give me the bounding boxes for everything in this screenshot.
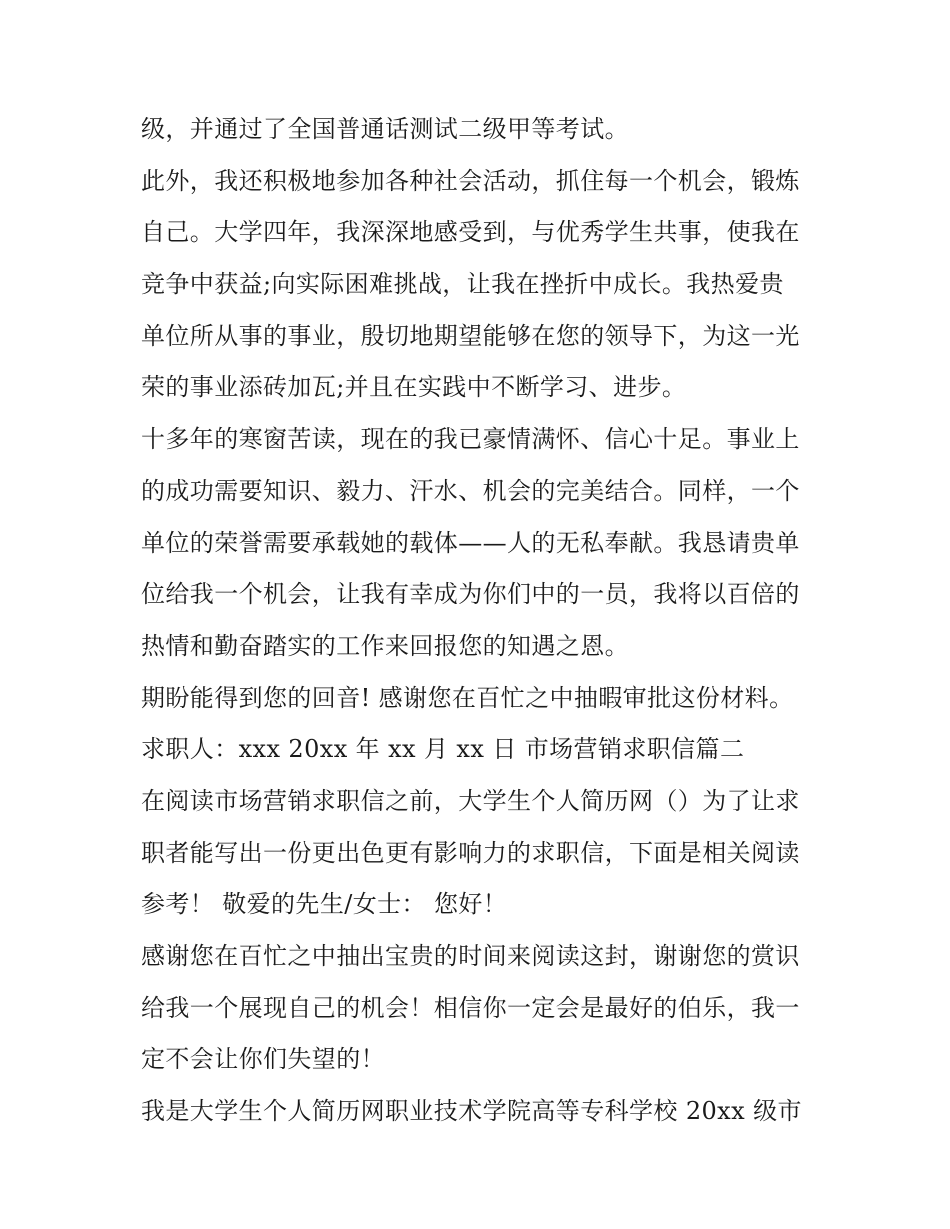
text-line: 单位的荣誉需要承载她的载体——人的无私奉献。我恳请贵单 xyxy=(141,528,800,557)
text-line: 的成功需要知识、毅力、汗水、机会的完美结合。同样，一个 xyxy=(141,476,800,505)
text-line: 十多年的寒窗苦读，现在的我已豪情满怀、信心十足。事业上 xyxy=(141,425,800,454)
text-line: 级，并通过了全国普通话测试二级甲等考试。 xyxy=(141,115,629,143)
text-line: 感谢您在百忙之中抽出宝贵的时间来阅读这封，谢谢您的赏识 xyxy=(141,942,800,970)
text-line: 单位所从事的事业，殷切地期望能够在您的领导下，为这一光 xyxy=(141,321,800,350)
text-line: 位给我一个机会，让我有幸成为你们中的一员，我将以百倍的 xyxy=(141,580,800,609)
text-line: 期盼能得到您的回音! 感谢您在百忙之中抽暇审批这份材料。 xyxy=(141,683,794,712)
text-line: 参考！ 敬爱的先生/女士： 您好！ xyxy=(141,890,508,919)
text-line: 此外，我还积极地参加各种社会活动，抓住每一个机会，锻炼 xyxy=(141,166,800,195)
text-line: 职者能写出一份更出色更有影响力的求职信，下面是相关阅读 xyxy=(141,838,800,867)
text-line: 给我一个展现自己的机会！相信你一定会是最好的伯乐，我一 xyxy=(141,993,800,1022)
text-line: 热情和勤奋踏实的工作来回报您的知遇之恩。 xyxy=(141,631,629,660)
text-line: 自己。大学四年，我深深地感受到，与优秀学生共事，使我在 xyxy=(141,218,800,247)
document-body xyxy=(141,104,821,1138)
text-line: 在阅读市场营销求职信之前，大学生个人简历网（）为了让求 xyxy=(141,786,800,815)
text-line: 定不会让你们失望的！ xyxy=(141,1045,385,1074)
text-line: 竞争中获益;向实际困难挑战，让我在挫折中成长。我热爱贵 xyxy=(141,270,784,299)
text-line: 我是大学生个人简历网职业技术学院高等专科学校 20xx 级市 xyxy=(141,1097,802,1126)
text-line: 荣的事业添砖加瓦;并且在实践中不断学习、进步。 xyxy=(141,373,687,402)
text-line: 求职人：xxx 20xx 年 xx 月 xx 日 市场营销求职信篇二 xyxy=(141,735,745,764)
